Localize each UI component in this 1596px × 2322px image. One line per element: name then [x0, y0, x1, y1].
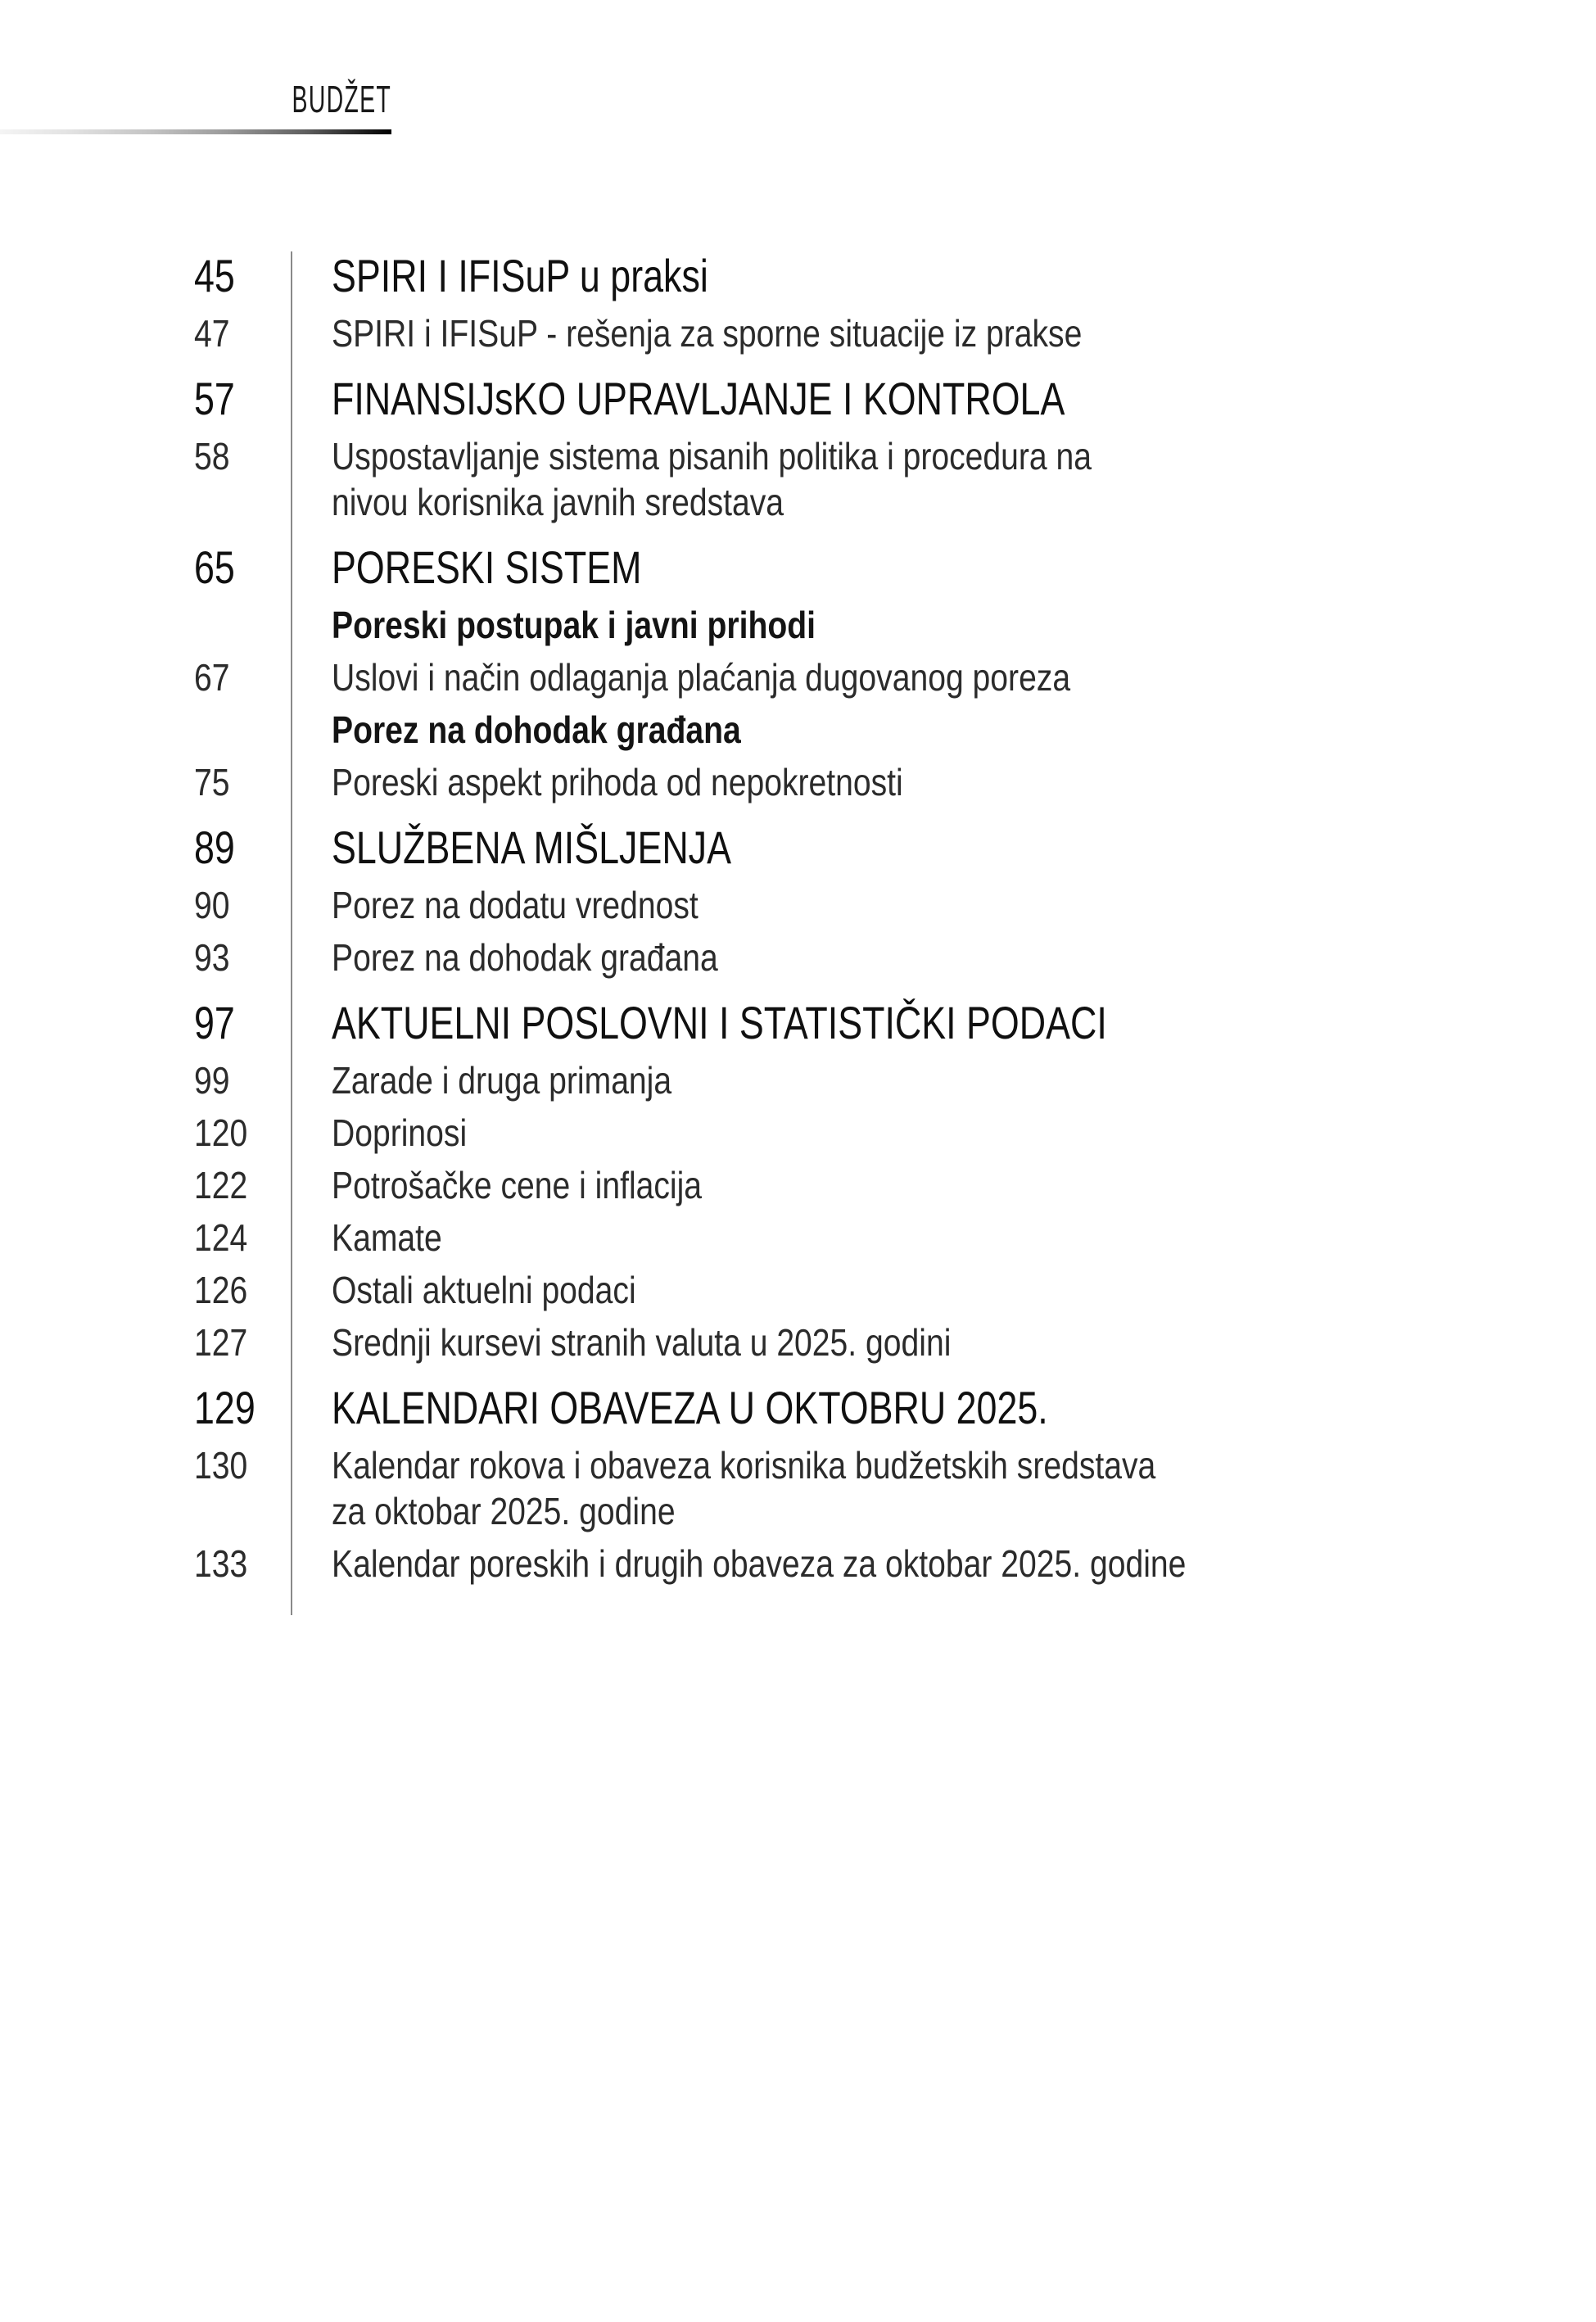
section-title: AKTUELNI POSLOVNI I STATISTIČKI PODACI [332, 997, 1107, 1048]
toc-entry [194, 1541, 1521, 1586]
toc-entry [194, 654, 1521, 700]
entry-title: Uspostavljanje sistema pisanih politika i procedura na nivou korisnika javnih sredstava [332, 435, 1092, 523]
page-number: 130 [194, 1444, 248, 1487]
page-number: 45 [194, 250, 235, 301]
entry-title: Porez na dohodak građana [332, 936, 718, 979]
entry-title: Kalendar rokova i obaveza korisnika budžetskih sredstava za oktobar 2025. godine [332, 1444, 1156, 1532]
page-number: 97 [194, 997, 235, 1048]
page-number: 99 [194, 1059, 230, 1102]
page-number: 75 [194, 761, 230, 803]
toc-section-heading [194, 543, 1521, 592]
entry-title: SPIRI i IFISuP - rešenja za sporne situacije iz prakse [332, 312, 1083, 355]
toc-entry [194, 1057, 1521, 1103]
page-number: 93 [194, 936, 230, 979]
page-number: 120 [194, 1111, 248, 1154]
entry-title: Porez na dodatu vrednost [332, 884, 699, 926]
section-title: FINANSIJsKO UPRAVLJANJE I KONTROLA [332, 373, 1065, 424]
page-number: 58 [194, 435, 230, 478]
page-header-title: BUDŽET [292, 78, 391, 120]
entry-title: Zarade i druga primanja [332, 1059, 672, 1102]
entry-title: Kamate [332, 1216, 442, 1259]
subheading-title: Poreski postupak i javni prihodi [332, 604, 816, 646]
page-header [0, 79, 391, 120]
entry-title: Uslovi i način odlaganja plaćanja dugovanog poreza [332, 656, 1071, 699]
section-title: KALENDARI OBAVEZA U OKTOBRU 2025. [332, 1382, 1048, 1433]
table-of-contents [194, 251, 1521, 1593]
entry-title: Srednji kursevi stranih valuta u 2025. godini [332, 1321, 952, 1364]
page-number: 129 [194, 1382, 255, 1433]
toc-subheading [194, 707, 1521, 753]
section-title: PORESKI SISTEM [332, 541, 642, 593]
page-number: 122 [194, 1164, 248, 1206]
toc-subheading [194, 602, 1521, 648]
toc-section-heading [194, 823, 1521, 872]
toc-entry [194, 1442, 1521, 1534]
toc-section-heading [194, 1383, 1521, 1433]
entry-title: Doprinosi [332, 1111, 468, 1154]
toc-section-heading [194, 251, 1521, 301]
toc-entry [194, 1162, 1521, 1208]
toc-entry [194, 1215, 1521, 1261]
page-number: 127 [194, 1321, 248, 1364]
header-rule [0, 129, 391, 134]
page-number: 126 [194, 1269, 248, 1311]
entry-title: Poreski aspekt prihoda od nepokretnosti [332, 761, 903, 803]
page-number: 89 [194, 822, 235, 873]
page-number: 124 [194, 1216, 248, 1259]
entry-title: Potrošačke cene i inflacija [332, 1164, 703, 1206]
toc-entry [194, 1267, 1521, 1313]
entry-title: Ostali aktuelni podaci [332, 1269, 636, 1311]
page-number: 67 [194, 656, 230, 699]
subheading-title: Porez na dohodak građana [332, 708, 741, 751]
toc-entry [194, 882, 1521, 928]
toc-entry [194, 310, 1521, 356]
toc-entry [194, 1110, 1521, 1156]
page-number: 90 [194, 884, 230, 926]
section-title: SPIRI I IFISuP u praksi [332, 250, 708, 301]
page-number: 57 [194, 373, 235, 424]
section-title: SLUŽBENA MIŠLJENJA [332, 822, 731, 873]
toc-entry [194, 759, 1521, 805]
toc-section-heading [194, 374, 1521, 423]
toc-entry [194, 935, 1521, 980]
page-number: 47 [194, 312, 230, 355]
page-number-empty [194, 602, 291, 648]
page-number: 133 [194, 1542, 248, 1585]
entry-title: Kalendar poreskih i drugih obaveza za oktobar 2025. godine [332, 1542, 1187, 1585]
toc-entry [194, 433, 1521, 525]
page-number: 65 [194, 541, 235, 593]
toc-section-heading [194, 998, 1521, 1048]
page-number-empty [194, 707, 291, 753]
toc-entry [194, 1319, 1521, 1365]
